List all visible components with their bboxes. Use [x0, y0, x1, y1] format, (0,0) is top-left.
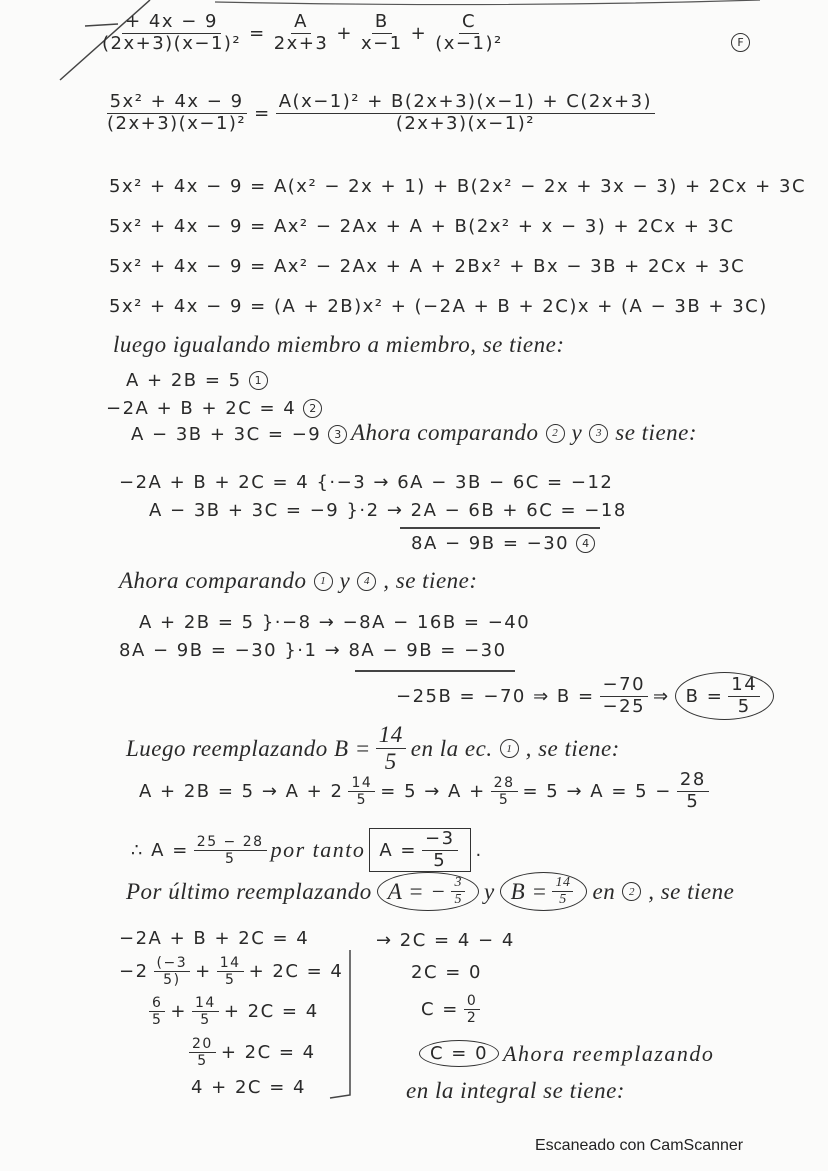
text-reemplazando-b	[125, 722, 621, 776]
math-text: 5x² + 4x − 9 = A(x² − 2x + 1) + B(2x² − 2x + 3x − 3) + 2Cx + 3C	[109, 176, 807, 197]
eq-solve-a	[138, 770, 713, 812]
eq-expand-2	[108, 216, 736, 237]
denominator: 5	[559, 892, 567, 908]
circled-equation-number: F	[731, 33, 750, 52]
circled-equation-number: 3	[328, 425, 347, 444]
circled-result	[675, 672, 775, 720]
math-text: + 2C = 4	[223, 1001, 319, 1023]
math-text: −25B = −70 ⇒ B =	[396, 685, 595, 707]
math-text: ∴ A =	[131, 839, 189, 861]
numerator: 6	[149, 995, 165, 1012]
fraction	[348, 775, 375, 808]
math-text: + 2C = 4	[220, 1042, 316, 1064]
math-text: + 2C = 4	[248, 961, 344, 983]
circled-result	[500, 872, 588, 911]
math-text: C =	[421, 999, 459, 1021]
math-text: , se tiene:	[525, 735, 620, 761]
c-step-7	[410, 962, 483, 983]
sys1-row1	[118, 472, 614, 493]
denominator: 5	[737, 695, 751, 717]
circled-equation-number: 1	[314, 572, 333, 591]
circled-result	[419, 1040, 499, 1067]
denominator: (2x+3)(x−1)²	[107, 112, 247, 134]
denominator: 5	[498, 791, 510, 808]
math-text: A + 2B = 5 → A + 2	[139, 780, 344, 802]
fraction	[728, 675, 760, 717]
fraction	[149, 995, 165, 1028]
math-text: −2A + B + 2C = 4	[119, 928, 310, 949]
numerator: 3	[451, 875, 465, 892]
c-step-5	[190, 1077, 307, 1098]
fraction	[358, 12, 406, 54]
sys2-result	[395, 672, 778, 720]
numerator: 14	[217, 955, 244, 972]
math-text: en	[592, 878, 616, 904]
fraction	[432, 12, 505, 54]
math-text: −2A + B + 2C = 4 {·−3 → 6A − 3B − 6C = −12	[119, 472, 614, 493]
math-text: C = 0	[430, 1043, 489, 1064]
math-text: = 5 → A +	[380, 780, 486, 802]
math-text: , se tiene	[648, 878, 735, 904]
fraction	[600, 675, 649, 717]
math-text: +	[410, 22, 428, 44]
math-text: −2	[119, 961, 149, 983]
c-step-8	[420, 993, 484, 1026]
denominator: 5	[433, 849, 447, 871]
denominator: 5	[197, 1053, 208, 1070]
eq-3	[130, 424, 353, 445]
numerator: A	[291, 12, 311, 34]
fraction	[552, 875, 573, 908]
math-text: A =	[379, 839, 417, 861]
fraction	[451, 875, 465, 908]
eq-1	[125, 370, 274, 391]
denominator: 2x+3	[273, 32, 329, 54]
numerator: 20	[189, 1036, 216, 1053]
handwritten-text: Ahora reemplazando	[503, 1040, 715, 1066]
c-step-4	[185, 1036, 317, 1069]
math-text: → 2C = 4 − 4	[376, 930, 515, 951]
numerator: 14	[376, 722, 406, 749]
circled-equation-number: 2	[303, 399, 322, 418]
c-result	[415, 1040, 714, 1067]
math-text: luego igualando miembro a miembro, se tiene:	[113, 332, 565, 357]
math-text: .	[475, 839, 483, 861]
numerator: 14	[552, 875, 573, 892]
math-text: +	[336, 22, 353, 44]
sys2-row2	[118, 640, 508, 661]
text-igualando	[112, 332, 565, 358]
math-text: 4 + 2C = 4	[191, 1077, 306, 1098]
denominator: (2x+3)(x−1)²	[102, 32, 242, 54]
c-step-2	[118, 955, 344, 988]
fraction	[104, 92, 249, 134]
numerator: + 4x − 9	[122, 12, 221, 34]
numerator: 14	[728, 675, 760, 697]
handwritten-text: por tanto	[270, 837, 366, 863]
math-text: Ahora comparando	[351, 420, 539, 445]
fraction	[276, 92, 655, 134]
eq-expand-3	[108, 256, 746, 277]
denominator: 5	[152, 1012, 163, 1029]
math-text: 5x² + 4x − 9 = Ax² − 2Ax + A + B(2x² + x − 3) + 2Cx + 3C	[109, 216, 735, 237]
camscanner-watermark: Escaneado con CamScanner	[535, 1137, 744, 1154]
denominator: (2x+3)(x−1)²	[395, 112, 535, 134]
denominator: 5	[454, 892, 462, 908]
circled-equation-number: 2	[546, 424, 565, 443]
math-text: =	[249, 22, 266, 44]
denominator: 5	[224, 850, 236, 867]
sum-line-2	[355, 670, 515, 672]
fraction	[189, 1036, 216, 1069]
numerator: 14	[348, 775, 375, 792]
eq-a-result	[130, 828, 484, 872]
numerator: −3	[422, 829, 458, 851]
eq-expand-1	[108, 176, 807, 197]
math-text: y	[339, 568, 351, 593]
circled-equation-number: 4	[576, 534, 595, 553]
c-step-6	[375, 930, 516, 951]
eq-common-denominator	[100, 92, 659, 134]
denominator: 5	[200, 1012, 211, 1029]
fraction	[491, 775, 518, 808]
c-step-1	[118, 928, 310, 949]
numerator: B	[372, 12, 392, 34]
denominator: x−1	[360, 32, 403, 54]
denominator: 5	[686, 790, 700, 812]
numerator: −70	[600, 675, 649, 697]
numerator: 28	[491, 775, 518, 792]
sys1-row2	[148, 500, 628, 521]
fraction	[194, 834, 267, 867]
denominator: 5	[224, 972, 236, 989]
denominator: 2	[466, 1010, 478, 1027]
numerator: 14	[192, 995, 219, 1012]
numerator: 28	[677, 770, 709, 792]
denominator: 5)	[163, 972, 181, 989]
math-text: en la integral se tiene:	[406, 1078, 625, 1103]
math-text: −2A + B + 2C = 4	[106, 398, 297, 419]
fraction	[192, 995, 219, 1028]
circled-equation-number: 2	[622, 882, 641, 901]
text-comparando-2-3	[350, 420, 698, 446]
boxed-result	[369, 828, 470, 872]
math-text: +	[170, 1001, 188, 1023]
corner-mark	[725, 33, 756, 52]
c-step-3	[145, 995, 320, 1028]
fraction	[376, 722, 406, 776]
circled-equation-number: 1	[500, 739, 519, 758]
math-text: se tiene:	[615, 420, 698, 445]
math-text: , se tiene:	[383, 568, 478, 593]
math-text: A − 3B + 3C = −9 }·2 → 2A − 6B + 6C = −18	[149, 500, 627, 521]
numerator: 25 − 28	[194, 834, 267, 851]
math-text: 8A − 9B = −30	[411, 533, 570, 554]
math-text: A = −	[387, 878, 447, 904]
denominator: (x−1)²	[435, 32, 503, 54]
text-por-ultimo	[125, 872, 735, 911]
math-text: =	[254, 102, 271, 124]
math-text: 5x² + 4x − 9 = Ax² − 2Ax + A + 2Bx² + Bx − 3B + 2Cx + 3C	[109, 256, 746, 277]
sys1-result	[410, 533, 601, 554]
fraction	[154, 955, 191, 988]
math-text: 5x² + 4x − 9 = (A + 2B)x² + (−2A + B + 2C)x + (A − 3B + 3C)	[109, 296, 768, 317]
math-text: B =	[685, 685, 724, 707]
math-text: 8A − 9B = −30 }·1 → 8A − 9B = −30	[119, 640, 507, 661]
numerator: 5x² + 4x − 9	[107, 92, 247, 114]
math-text: Ahora comparando	[119, 568, 307, 593]
fraction	[271, 12, 332, 54]
math-text: = 5 → A = 5 −	[522, 780, 672, 802]
circled-result	[377, 872, 479, 911]
math-text: A + 2B = 5	[126, 370, 242, 391]
math-text: ⇒	[653, 685, 670, 707]
numerator: 0	[464, 993, 480, 1010]
circled-equation-number: 4	[357, 572, 376, 591]
text-comparando-1-4	[118, 568, 479, 594]
math-text: B =	[510, 878, 548, 904]
text-integral	[405, 1078, 626, 1104]
math-text: A − 3B + 3C = −9	[131, 424, 322, 445]
math-text: 2C = 0	[411, 962, 482, 983]
fraction	[464, 993, 480, 1026]
fraction	[99, 12, 244, 54]
numerator: (−3	[154, 955, 191, 972]
numerator: A(x−1)² + B(2x+3)(x−1) + C(2x+3)	[276, 92, 655, 114]
circled-equation-number: 1	[249, 371, 268, 390]
math-text: en la ec.	[410, 735, 493, 761]
math-text: y	[483, 878, 495, 904]
denominator: −25	[602, 695, 646, 717]
fraction	[217, 955, 244, 988]
math-text: A + 2B = 5 }·−8 → −8A − 16B = −40	[139, 612, 531, 633]
math-text: Luego reemplazando B =	[126, 735, 371, 761]
eq-grouped	[108, 296, 769, 317]
sys2-row1	[138, 612, 531, 633]
math-text: Por último reemplazando	[126, 878, 372, 904]
eq-2	[105, 398, 328, 419]
math-text: +	[195, 961, 212, 983]
circled-equation-number: 3	[589, 424, 608, 443]
math-text: y	[571, 420, 583, 445]
sum-line-1	[400, 527, 600, 529]
denominator: 5	[384, 749, 397, 775]
denominator: 5	[356, 791, 368, 808]
fraction	[422, 829, 458, 871]
fraction	[677, 770, 709, 812]
eq-partial-fractions	[95, 12, 510, 54]
numerator: C	[459, 12, 479, 34]
